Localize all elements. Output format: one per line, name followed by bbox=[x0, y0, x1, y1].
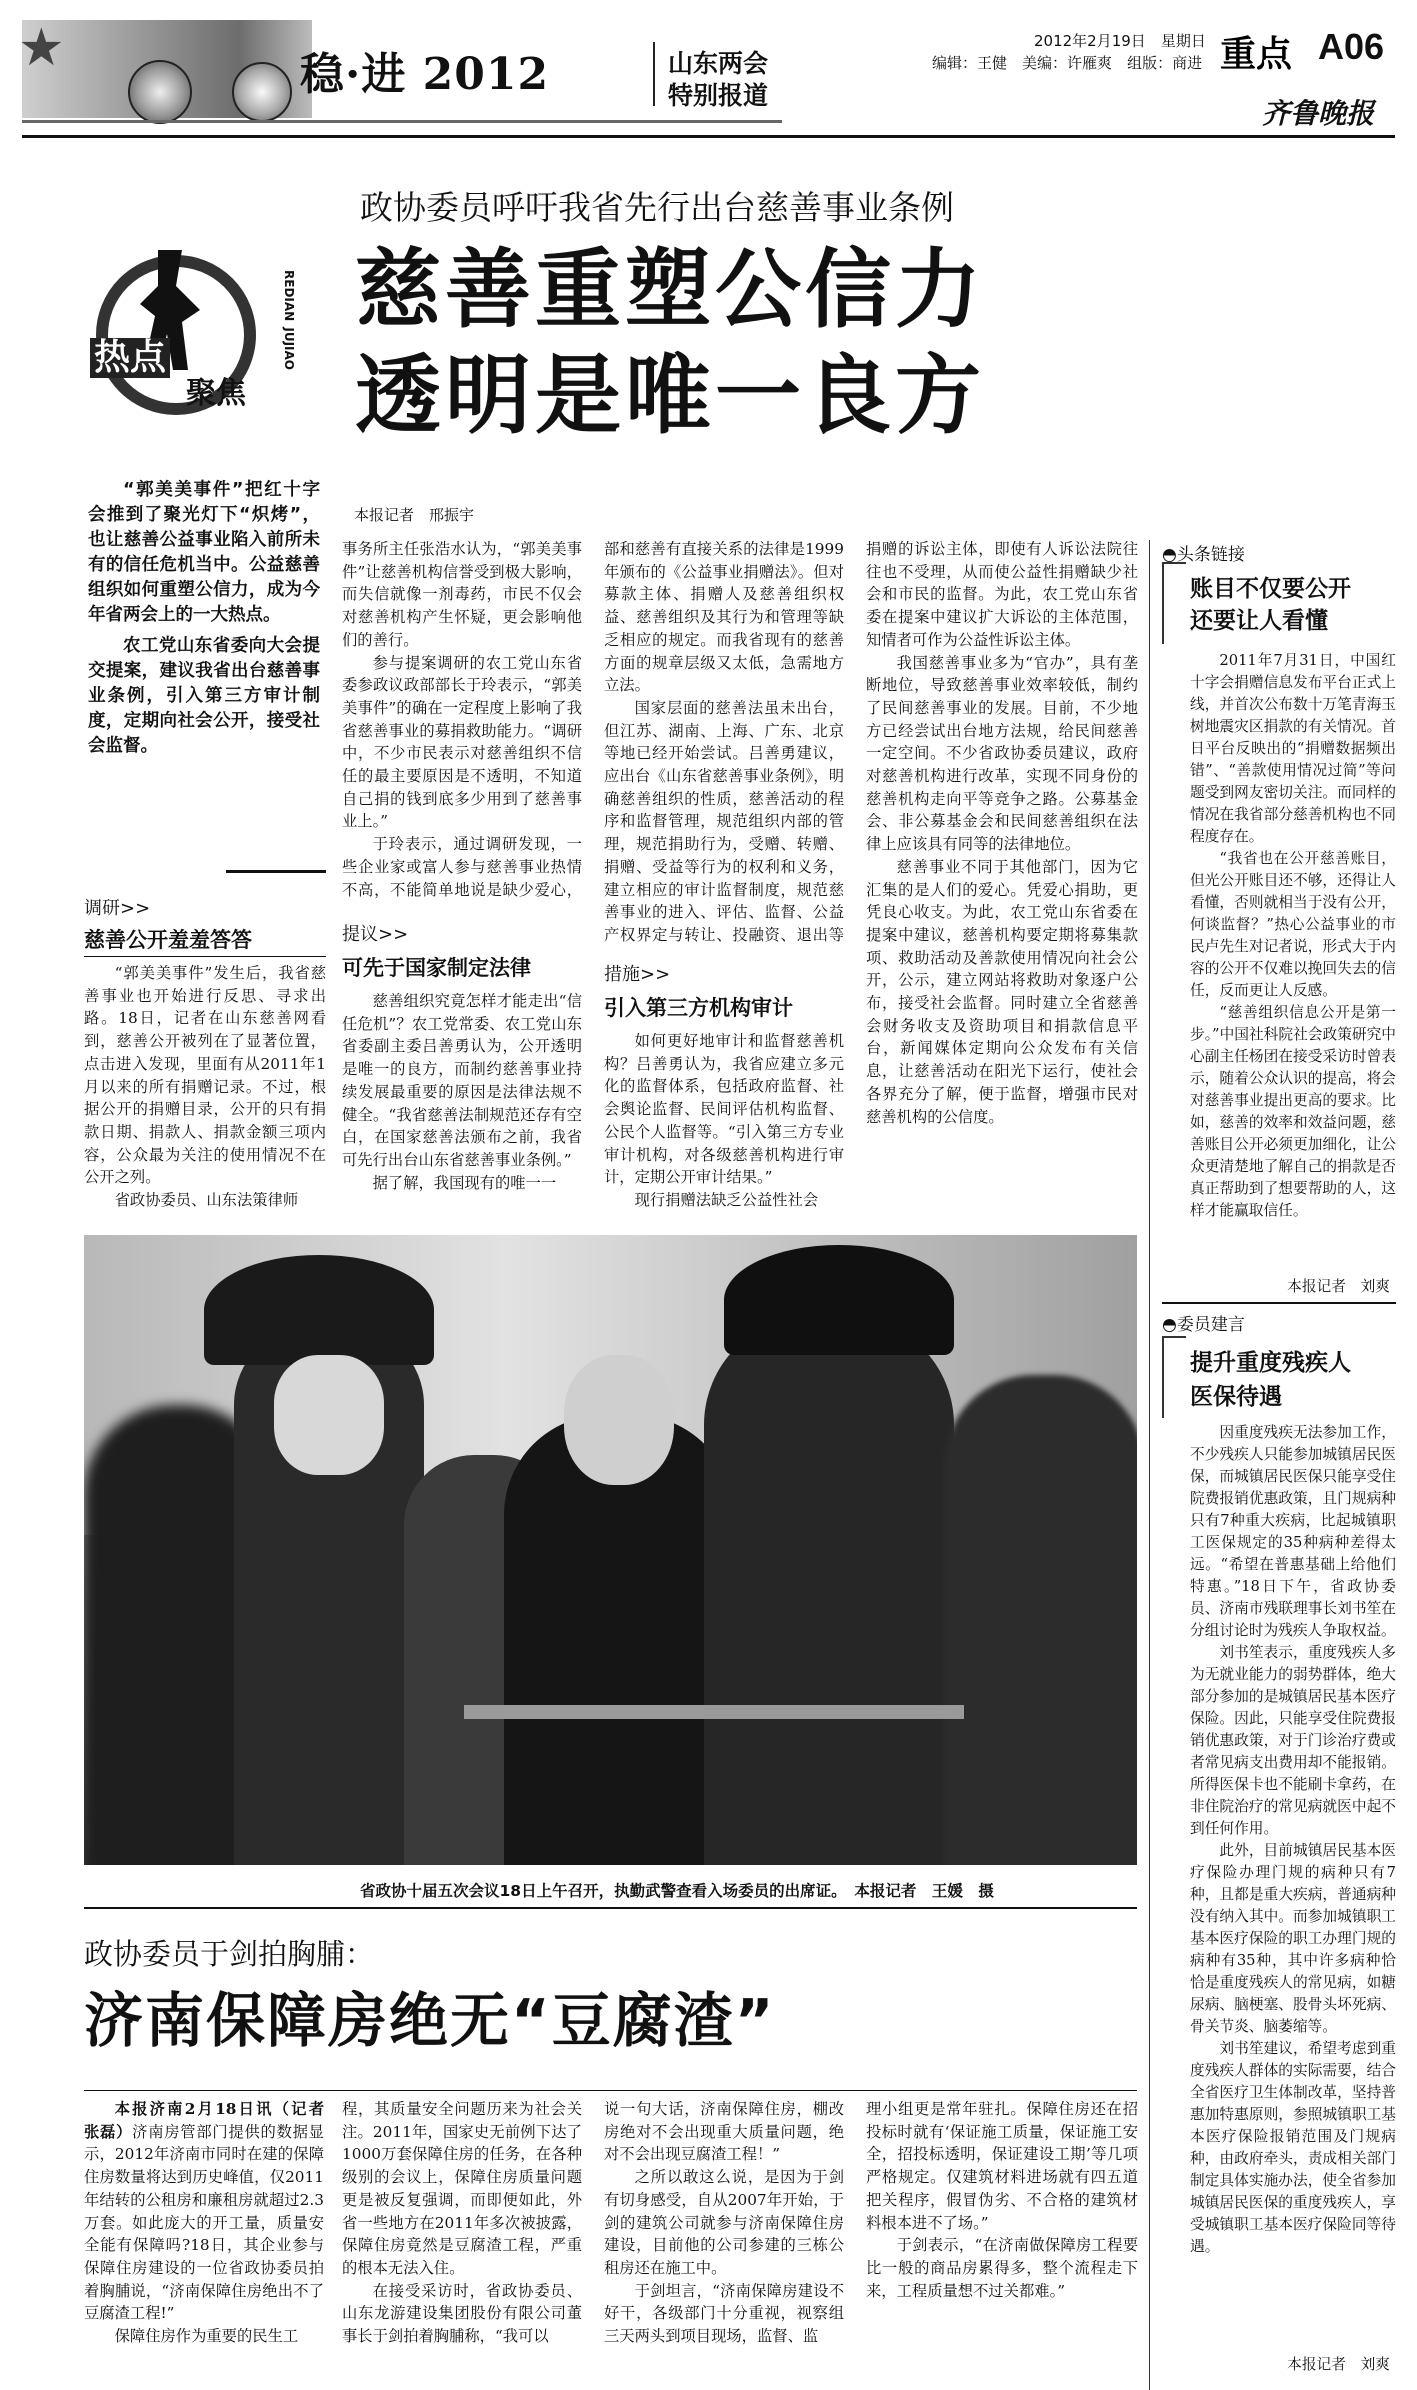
sidebar-separator bbox=[1162, 1302, 1396, 1304]
section-title: 稳·进 2012 bbox=[300, 49, 550, 100]
survey-kicker: 调研>> bbox=[84, 898, 151, 919]
col2-paragraph-5: 据了解，我国现有的唯一一 bbox=[372, 1173, 557, 1192]
date-line bbox=[1034, 30, 1206, 51]
main-byline: 本报记者 邢振宇 bbox=[354, 506, 475, 524]
housing-column-4 bbox=[866, 2098, 1138, 2383]
body-column-3-lower bbox=[604, 1030, 844, 1230]
housing-c3: 说一句大话，济南保障住房，棚改房绝对不会出现重大质量问题，绝对不会出现豆腐渣工程！” bbox=[604, 2100, 844, 2164]
survey-body bbox=[84, 962, 326, 1232]
col2-paragraph-4: 慈善组织究竟怎样才能走出“信任危机”？农工党常委、农工党山东省委副主委吕善勇认为，公开透明是唯一的良方，而制约慈善事业持续发展最重要的原因是法律法规不健全。“我省慈善法制规范还存有空白，在国家慈善法颁布之前，我省可先行出台山东省慈善事业条例。” bbox=[342, 992, 582, 1169]
editor: 编辑：王健 bbox=[932, 54, 1008, 72]
column-rule bbox=[1149, 540, 1150, 2390]
housing-c2: 程，其质量安全问题历来为社会关注。2011年，国家史无前例下达了1000万套保障住房的任务，在各种级别的会议上，保障住房质量问题更是被反复强调，而即便如此，外省一些地方在2011年多次被披露，保障住房竟然是豆腐渣工程，严重的根本无法入住。 bbox=[342, 2100, 582, 2277]
photo-guard-right bbox=[704, 1315, 954, 1865]
suggest-kicker: 提议>> bbox=[342, 924, 409, 945]
special-line2: 特别报道 bbox=[668, 81, 769, 110]
col2-paragraph-2: 参与提案调研的农工党山东省委参政议政部部长于玲表示，“郭美美事件”的确在一定程度上影响了我省慈善事业的募捐救助能力。“调研中，不少市民表示对慈善组织不信任的最主要原因是不透明，不知道自己捐的钱到底多少用到了慈善事业上。” bbox=[342, 653, 582, 831]
masthead-underline bbox=[22, 120, 782, 123]
housing-c2b: 在接受采访时，省政协委员、山东龙游建设集团股份有限公司董事长于剑拍着胸脯称，“我可以 bbox=[342, 2281, 582, 2346]
photo-caption: 省政协十届五次会议18日上午召开，执勤武警查看入场委员的出席证。 本报记者 王媛 摄 bbox=[360, 1882, 994, 1900]
sidebar2-bullet-icon: ◓ bbox=[1162, 1315, 1177, 1335]
main-title-line1: 慈善重塑公信力 bbox=[355, 240, 985, 340]
housing-c4: 理小组更是常年驻扎。保障住房还在招投标时就有‘保证施工质量，保证施工安全，招投标透明，保证建设工期’等几项严格规定。仅建筑材料进场就有四五道把关程序，假冒伪劣、不合格的建筑材料根本进不了场。” bbox=[866, 2100, 1138, 2232]
masthead bbox=[0, 0, 1417, 150]
housing-c3c: 于剑坦言，“济南保障房建设不好干，各级部门十分重视，视察组三天两头到项目现场，监督、监 bbox=[604, 2281, 844, 2346]
staff-line bbox=[932, 52, 1202, 73]
page-number: A06 bbox=[1318, 26, 1385, 67]
col2-paragraph-3: 于玲表示，通过调研发现，一些企业家或富人参与慈善事业热情不高，不能简单地说是缺少爱心， bbox=[342, 835, 582, 899]
sidebar1-arrow bbox=[1162, 562, 1186, 644]
sidebar2-body bbox=[1190, 1422, 1396, 2352]
emblem-icon-cppcc bbox=[232, 62, 292, 122]
survey-heading-rule bbox=[84, 956, 326, 957]
body-column-2 bbox=[342, 538, 582, 903]
sidebar2-kicker: 委员建言 bbox=[1176, 1315, 1245, 1335]
col3-paragraph-3: 如何更好地审计和监督慈善机构？吕善勇认为，我省应建立多元化的监督体系，包括政府监督、社会舆论监督、民间评估机构监督、公民个人监督等。“引入第三方专业审计机构，对各级慈善机构进行审计，定期公开审计结果。” bbox=[604, 1032, 844, 1187]
col4-paragraph-1: 捐赠的诉讼主体，即使有人诉讼法院往往也不受理，从而使公益性捐赠缺少社会和市民的监督。为此，农工党山东省委在提案中建议扩大诉讼的主体范围，知情者可作为公益性诉讼主体。 bbox=[866, 540, 1138, 649]
sidebar1-bullet-icon: ◓ bbox=[1162, 545, 1177, 565]
photo-guard-2-cap bbox=[204, 1255, 434, 1365]
sidebar1 bbox=[1162, 540, 1396, 1300]
news-photo bbox=[84, 1235, 1137, 1865]
emblem-icon bbox=[128, 60, 192, 124]
lead-bottom-rule bbox=[226, 870, 326, 873]
sidebar1-title-line2: 还要让人看懂 bbox=[1190, 608, 1328, 634]
photo-guard-right-cap bbox=[724, 1245, 954, 1355]
special-line1: 山东两会 bbox=[668, 49, 769, 78]
housing-c4b: 于剑表示，“在济南做保障房工程要比一般的商品房累得多，整个流程走下来，工程质量想不过关都难。” bbox=[866, 2236, 1138, 2300]
col3-paragraph-4: 现行捐赠法缺乏公益性社会 bbox=[634, 1190, 819, 1209]
designer: 美编：许雁爽 bbox=[1022, 54, 1113, 72]
lead-paragraph-1: “郭美美事件”把红十字会推到了聚光灯下“炽烤”，也让慈善公益事业陷入前所未有的信任危机当中。公益慈善组织如何重塑公信力，成为今年省两会上的一大热点。 bbox=[88, 480, 320, 625]
layout-editor: 组版：商进 bbox=[1127, 54, 1203, 72]
lead-block bbox=[88, 478, 320, 868]
hot-topic-logo bbox=[86, 250, 326, 440]
sidebar2-paragraph-4: 刘书笙建议，希望考虑到重度残疾人群体的实际需要，结合全省医疗卫生体制改革，坚持普惠加特惠原则，参照城镇职工基本医疗保险报销范围及门规病种，由政府牵头，责成相关部门制定具体实施办法，使全省参加城镇居民医保的重度残疾人，享受城镇职工基本医疗保险同等待遇。 bbox=[1190, 2040, 1396, 2255]
paper-name: 齐鲁晚报 bbox=[1262, 97, 1375, 130]
survey-paragraph: “郭美美事件”发生后，我省慈善事业也开始进行反思、寻求出路。18日，记者在山东慈善网看到，慈善公开被列在了显著位置，点击进入发现，里面有从2011年1月以来的所有捐赠记录。不过，根据公开的捐赠目录，公开的只有捐款日期、捐款人、捐款金额三项内容，公众最为关注的使用情况不在公开之列。 bbox=[84, 964, 326, 1187]
housing-column-2 bbox=[342, 2098, 582, 2383]
weekday: 星期日 bbox=[1160, 32, 1206, 50]
col3-paragraph-2: 国家层面的慈善法虽未出台，但江苏、湖南、上海、广东、北京等地已经开始尝试。吕善勇建议，应出台《山东省慈善事业条例》，明确慈善组织的性质，慈善活动的程序和监督管理，规范组织内部的管理，规范捐助行为，受赠、转赠、捐赠、受益等行为的权利和义务，建立相应的审计监督制度，规范慈善事业的进入、评估、监督、公益产权界定与转让、投融资、退出等 bbox=[604, 698, 844, 944]
sidebar2-title-line1: 提升重度残疾人 bbox=[1190, 1350, 1351, 1376]
housing-dateline bbox=[84, 2098, 324, 2325]
body-column-2-lower bbox=[342, 990, 582, 1230]
sidebar2-paragraph-2: 刘书笙表示，重度残疾人多为无就业能力的弱势群体，绝大部分参加的是城镇居民基本医疗保险。因此，只能享受住院费报销优惠政策，对于门诊治疗费或者常见病支出费用却不能报销。所得医保卡也不能刷卡拿药，在非住院治疗的常见病就医中起不到任何作用。 bbox=[1190, 1644, 1396, 1837]
star-icon: ★ bbox=[18, 18, 65, 78]
sidebar1-paragraph-1: 2011年7月31日，中国红十字会捐赠信息发布平台正式上线，并首次公布数十万笔青海玉树地震灾区捐款的有关情况。首日平台反映出的“捐赠数据频出错”、“善款使用情况过简”等问题受到网友密切关注。而同样的情况在我省部分慈善机构也不同程度存在。 bbox=[1190, 652, 1396, 845]
housing-title: 济南保障房绝无“豆腐渣” bbox=[84, 1986, 776, 2055]
sidebar2-byline: 本报记者 刘爽 bbox=[1287, 2356, 1390, 2373]
measure-heading: 引入第三方机构审计 bbox=[604, 996, 793, 1020]
sidebar1-body bbox=[1190, 650, 1396, 1275]
sidebar1-paragraph-3: “慈善组织信息公开是第一步。”中国社科院社会政策研究中心副主任杨团在接受采访时曾表示，随着公众认识的提高，将会对慈善事业提出更高的要求。比如，慈善的效率和效益问题，慈善账目公开必须更加细化，让公众更清楚地了解自己的捐款是否真正帮助到了想要帮助的人，这样才能赢取信任。 bbox=[1190, 1004, 1396, 1219]
housing-c1-text: 济南房管部门提供的数据显示，2012年济南市同时在建的保障住房数量将达到历史峰值，仅2011年结转的公租房和廉租房就超过2.3万套。如此庞大的开工量，质量安全能有保障吗?18日，其企业参与保障住房建设的一位省政协委员拍着胸脯说，“济南保障住房绝出不了豆腐渣工程!” bbox=[84, 2122, 324, 2323]
sidebar2-kicker-row bbox=[1162, 1310, 1245, 1335]
measure-kicker: 措施>> bbox=[604, 964, 671, 985]
sidebar1-paragraph-2: “我省也在公开慈善账目，但光公开账目还不够，还得让人看懂，否则就相当于没有公开，何谈监督？”热心公益事业的市民卢先生对记者说，形式大于内容的公开不仅难以挽回失去的信任，反而更让人反感。 bbox=[1190, 850, 1396, 999]
sidebar2-paragraph-3: 此外，目前城镇居民基本医疗保险办理门规的病种只有7种，且都是重大疾病，普通病种没有纳入其中。而参加城镇职工基本医疗保险的职工办理门规的病种有35种，其中许多病种恰恰是重度残疾人的常见病，如糖尿病、脑梗塞、股骨头坏死病、骨关节炎、脑萎缩等。 bbox=[1190, 1842, 1396, 2035]
col4-paragraph-2: 我国慈善事业多为“官办”，具有垄断地位，导致慈善事业效率较低，制约了民间慈善事业的发展。目前，不少地方已经尝试出台地方法规，给民间慈善一定空间。不少省政协委员建议，政府对慈善机构进行改革，实现不同身份的慈善机构走向平等竞争之路。公募基金会、非公募基金会和民间慈善组织在法律上应该具有同等的法律地位。 bbox=[866, 653, 1138, 854]
housing-c1b: 保障住房作为重要的民生工 bbox=[114, 2327, 299, 2346]
sidebar2 bbox=[1162, 1310, 1396, 2383]
housing-kicker: 政协委员于剑拍胸脯： bbox=[84, 1937, 375, 1971]
sidebar2-title-line2: 医保待遇 bbox=[1190, 1384, 1282, 1410]
sidebar1-title-line1: 账目不仅要公开 bbox=[1190, 576, 1351, 602]
logo-label1: 热点 bbox=[90, 338, 170, 378]
housing-c3b: 之所以敢这么说，是因为于剑有切身感受，自从2007年开始，于剑的建筑公司就参与济南保障住房建设，目前他的公司参建的三栋公租房还在施工中。 bbox=[604, 2168, 844, 2277]
housing-column-1 bbox=[84, 2098, 324, 2383]
photo-guard-2-face bbox=[274, 1355, 384, 1475]
issue-date: 2012年2月19日 bbox=[1034, 32, 1146, 50]
survey-heading: 慈善公开羞羞答答 bbox=[84, 928, 252, 952]
masthead-divider bbox=[653, 42, 655, 106]
body-column-3 bbox=[604, 538, 844, 948]
body-column-4 bbox=[866, 538, 1138, 1228]
sidebar2-arrow bbox=[1162, 1336, 1186, 1418]
housing-column-3 bbox=[604, 2098, 844, 2383]
photo-caption-rule bbox=[84, 1907, 1137, 1909]
logo-label2: 聚焦 bbox=[186, 376, 246, 411]
lead-paragraph-2: 农工党山东省委向大会提交提案，建议我省出台慈善事业条例，引入第三方审计制度，定期向社会公开，接受社会监督。 bbox=[88, 636, 320, 756]
sidebar2-paragraph-1: 因重度残疾无法参加工作，不少残疾人只能参加城镇居民医保，而城镇居民医保只能享受住院费报销优惠政策，且门规病种只有7种重大疾病，比起城镇职工医保规定的35种病种差得太远。“希望在普惠基础上给他们特惠。”18日下午，省政协委员、济南市残联理事长刘书笙在分组讨论时为残疾人争取权益。 bbox=[1190, 1424, 1396, 1639]
sidebar1-kicker: 头条链接 bbox=[1176, 545, 1245, 565]
suggest-heading: 可先于国家制定法律 bbox=[342, 956, 531, 980]
logo-latin: REDIAN JUJIAO bbox=[282, 270, 296, 370]
housing-title-rule bbox=[84, 2090, 1137, 2091]
main-kicker: 政协委员呼吁我省先行出台慈善事业条例 bbox=[360, 188, 954, 227]
housing-dateline-text: 本报济南2月18日讯（记者 张磊） bbox=[84, 2100, 324, 2141]
survey-tail: 省政协委员、山东法策律师 bbox=[114, 1191, 299, 1210]
masthead-rule bbox=[22, 135, 1395, 138]
photo-guard-far-right bbox=[944, 1375, 1137, 1865]
photo-delegate-face bbox=[564, 1355, 674, 1485]
section-tag: 重点 bbox=[1220, 34, 1293, 75]
sidebar1-byline: 本报记者 刘爽 bbox=[1287, 1278, 1390, 1295]
col3-paragraph-1: 部和慈善有直接关系的法律是1999年颁布的《公益事业捐赠法》。但对募款主体、捐赠人及慈善组织权益、慈善组织及其行为和管理等缺乏相应的规定。而我省现有的慈善方面的规章层级又太低，急需地方立法。 bbox=[604, 540, 844, 695]
main-title-line2: 透明是唯一良方 bbox=[355, 346, 985, 446]
col2-paragraph-1: 事务所主任张浩水认为，“郭美美事件”让慈善机构信誉受到极大影响，而失信就像一剂毒药，市民不仅会对慈善机构产生怀疑，更会影响他们的善行。 bbox=[342, 540, 582, 649]
photo-railing bbox=[464, 1705, 964, 1719]
col4-paragraph-3: 慈善事业不同于其他部门，因为它汇集的是人们的爱心。凭爱心捐助，更凭良心收支。为此，农工党山东省委在提案中建议，慈善机构要定期将募集款项、救助活动及善款使用情况向社会公开，公示，建立网站将救助对象逐户公布，接受社会监督。同时建立全省慈善会财务收支及资助项目和捐款信息平台，新闻媒体定期向公众发布有关信息，让慈善活动在阳光下运行，使社会各界充分了解，便于监督，增强市民对慈善机构的公信度。 bbox=[866, 857, 1138, 1126]
